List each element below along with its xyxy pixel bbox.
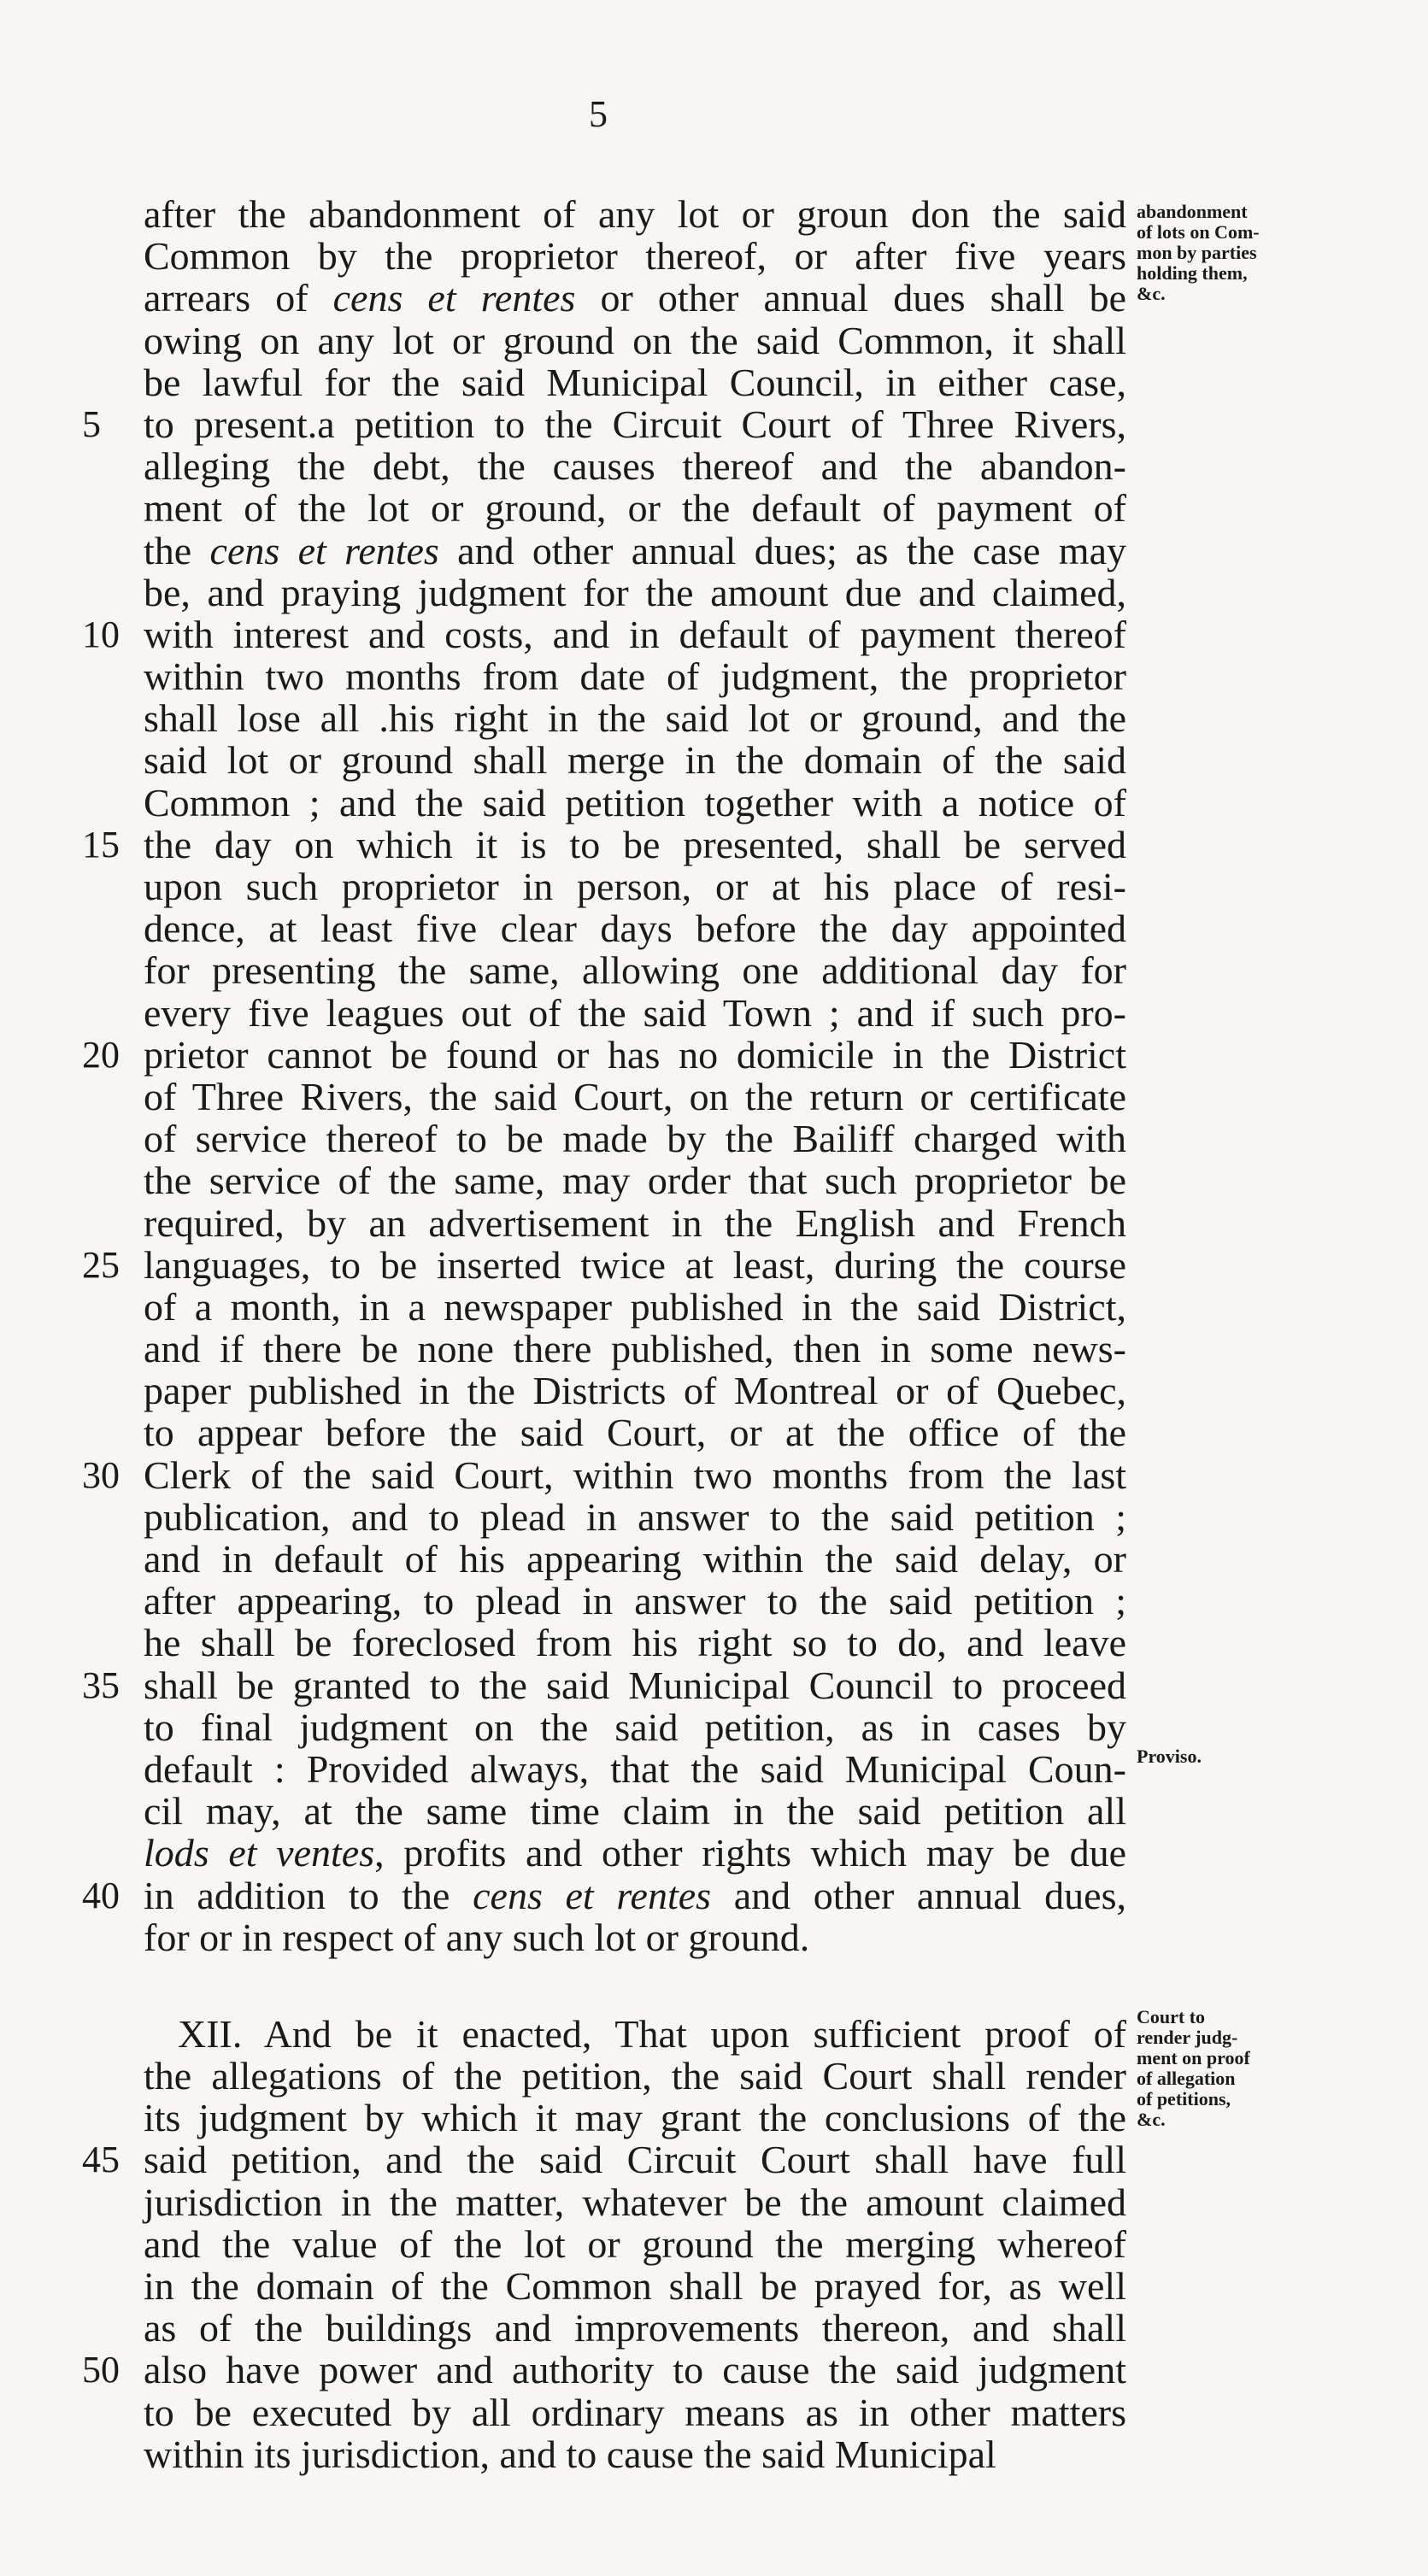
margin-note-line: holding them,	[1137, 262, 1248, 284]
text-line	[144, 1411, 1126, 1453]
text-line-content: the service of the same, may order that such proprietor be	[144, 1159, 1126, 1203]
line-number: 25	[82, 1243, 120, 1286]
text-line-content: and the value of the lot or ground the merging whereof	[144, 2221, 1126, 2266]
text-line	[144, 1159, 1126, 1201]
text-line	[144, 697, 1126, 739]
margin-note-abandonment	[1137, 202, 1316, 304]
text-line-content: and if there be none there published, then in some news-	[144, 1327, 1126, 1371]
body-text	[82, 192, 1127, 2476]
text-line-content: and in default of his appearing within the said delay, or	[144, 1537, 1126, 1581]
text-line-content: paper published in the Districts of Montreal or of Quebec,	[144, 1369, 1126, 1413]
text-line-content: owing on any lot or ground on the said Common, it shall	[144, 318, 1126, 362]
text-line	[82, 1242, 1126, 1287]
text-line	[144, 277, 1126, 319]
text-line-content: as of the buildings and improvements thereon, and shall	[144, 2306, 1126, 2350]
line-number: 20	[82, 1033, 120, 1076]
text-line-content: after appearing, to plead in answer to the said petition ;	[144, 1579, 1126, 1623]
text-line	[144, 2433, 1126, 2475]
text-line	[144, 1118, 1126, 1159]
text-line	[82, 822, 1126, 866]
text-line	[144, 1202, 1126, 1244]
text-line-content: its judgment by which it may grant the conclusions of the	[144, 2096, 1126, 2140]
margin-note-line: Proviso.	[1137, 1746, 1202, 1767]
text-line	[144, 530, 1126, 572]
text-line-content: within two months from date of judgment, the proprietor	[144, 654, 1126, 699]
line-number: 35	[82, 1664, 120, 1706]
text-line	[144, 445, 1126, 487]
text-line	[144, 1328, 1126, 1370]
text-line-content: within its jurisdiction, and to cause the said Municipal	[144, 2432, 996, 2476]
text-line	[144, 2265, 1126, 2307]
text-line-content: upon such proprietor in person, or at his place of resi-	[144, 865, 1126, 908]
text-line	[82, 1452, 1126, 1497]
margin-note-line: mon by parties	[1137, 242, 1257, 263]
line-number: 30	[82, 1453, 120, 1496]
text-line	[144, 992, 1126, 1034]
margin-note-line: of lots on Com-	[1137, 221, 1260, 243]
line-number: 45	[82, 2139, 120, 2181]
text-line-content: to final judgment on the said petition, as in cases by	[144, 1705, 1126, 1749]
text-line	[144, 949, 1126, 991]
text-line-content: lods et ventes, profits and other rights which may be due	[144, 1831, 1127, 1875]
text-line	[144, 1916, 1126, 1958]
text-line-content: of Three Rivers, the said Court, on the return or certificate	[144, 1074, 1126, 1118]
margin-note-line: &c.	[1137, 2109, 1166, 2130]
margin-note-line: abandonment	[1137, 201, 1248, 222]
line-number: 40	[82, 1874, 120, 1916]
text-line-content: Clerk of the said Court, within two months from the last	[144, 1452, 1126, 1497]
text-line-content: default : Provided always, that the said Municipal Coun-	[144, 1746, 1126, 1791]
text-line	[144, 1832, 1126, 1874]
text-line	[82, 1032, 1126, 1077]
text-line	[144, 2181, 1126, 2223]
text-line-content: also have power and authority to cause the said judgment	[144, 2348, 1126, 2392]
text-line	[144, 1748, 1126, 1790]
line-number: 5	[82, 402, 101, 445]
text-line-content: every five leagues out of the said Town ; and if such pro-	[144, 990, 1126, 1035]
text-line-content: he shall be foreclosed from his right so to do, and leave	[144, 1621, 1126, 1665]
margin-note-court	[1137, 2007, 1316, 2130]
text-line-content: in the domain of the Common shall be prayed for, as well	[144, 2264, 1126, 2308]
text-line-content: arrears of cens et rentes or other annual dues shall be	[144, 276, 1126, 320]
text-line	[144, 1790, 1126, 1832]
text-line	[144, 361, 1126, 403]
text-line-content: be, and praying judgment for the amount due and claimed,	[144, 570, 1126, 614]
text-line-content: of a month, in a newspaper published in the said District,	[144, 1284, 1126, 1329]
text-line-content: for or in respect of any such lot or ground.	[144, 1915, 810, 1959]
margin-note-line: ment on proof	[1137, 2047, 1250, 2068]
text-line-content: to be executed by all ordinary means as in other matters	[144, 2390, 1126, 2434]
text-line-content: in addition to the cens et rentes and other annual dues,	[144, 1873, 1126, 1917]
margin-note-line: of allegation	[1137, 2068, 1236, 2089]
text-line-content: required, by an advertisement in the English and French	[144, 1200, 1126, 1245]
text-line	[144, 2391, 1126, 2433]
margin-note-line: render judg-	[1137, 2027, 1238, 2048]
text-line	[82, 2138, 1126, 2182]
text-line-content: of service thereof to be made by the Bailiff charged with	[144, 1117, 1126, 1161]
text-line-content: said lot or ground shall merge in the domain of the said	[144, 738, 1126, 783]
text-line	[82, 402, 1126, 446]
margin-note-line: of petitions,	[1137, 2088, 1231, 2110]
text-line-content: Common by the proprietor thereof, or after five years	[144, 234, 1126, 279]
text-line	[144, 2055, 1126, 2097]
text-line-content: publication, and to plead in answer to the said petition ;	[144, 1494, 1126, 1539]
text-line-content: languages, to be inserted twice at least, during the course	[144, 1242, 1126, 1287]
text-line	[144, 1370, 1126, 1411]
text-line-content: with interest and costs, and in default of payment thereof	[144, 612, 1126, 656]
text-line-content: said petition, and the said Circuit Court shall have full	[144, 2138, 1126, 2182]
text-line	[82, 2348, 1126, 2392]
text-line	[144, 1286, 1126, 1328]
text-line	[144, 1538, 1126, 1580]
text-line	[144, 320, 1126, 361]
text-line-content: to present.a petition to the Circuit Court of Three Rivers,	[144, 402, 1126, 446]
margin-note-line: &c.	[1137, 283, 1166, 304]
text-line-content: alleging the debt, the causes thereof and the abandon-	[144, 444, 1126, 489]
text-line-content: Common ; and the said petition together with a notice of	[144, 780, 1126, 824]
text-line	[144, 907, 1126, 949]
text-line-content: be lawful for the said Municipal Council, in either case,	[144, 360, 1126, 404]
text-line	[144, 235, 1126, 277]
text-line-content: jurisdiction in the matter, whatever be the amount claimed	[144, 2180, 1126, 2224]
text-line	[82, 612, 1126, 656]
text-line	[144, 572, 1126, 613]
text-line	[144, 1496, 1126, 1538]
text-line	[144, 1580, 1126, 1622]
text-line	[144, 782, 1126, 824]
text-line	[144, 1622, 1126, 1664]
line-number: 10	[82, 613, 120, 655]
text-line	[144, 866, 1126, 907]
text-line-content: the day on which it is to be presented, shall be served	[144, 822, 1126, 866]
margin-note-proviso	[1137, 1746, 1316, 1767]
text-line	[82, 1663, 1126, 1707]
text-line	[144, 1076, 1126, 1118]
text-line-content: the allegations of the petition, the said Court shall render	[144, 2054, 1126, 2098]
text-line	[144, 487, 1126, 529]
text-line-content: to appear before the said Court, or at the office of the	[144, 1411, 1126, 1455]
text-line-content: the cens et rentes and other annual dues; as the case may	[144, 528, 1126, 572]
text-line	[144, 2097, 1126, 2139]
page-number: 5	[589, 93, 608, 135]
text-line	[144, 655, 1126, 697]
line-number: 15	[82, 823, 120, 866]
text-line	[144, 2307, 1126, 2349]
text-line-content: for presenting the same, allowing one additional day for	[144, 948, 1126, 993]
text-line	[144, 2223, 1126, 2265]
text-line	[144, 739, 1126, 781]
text-line	[144, 193, 1126, 235]
text-line-content: dence, at least five clear days before the day appointed	[144, 907, 1126, 951]
text-line-content: ment of the lot or ground, or the default of payment of	[144, 486, 1126, 531]
text-line-content: shall lose all .his right in the said lot or ground, and the	[144, 696, 1126, 741]
text-line-content: cil may, at the same time claim in the said petition all	[144, 1789, 1126, 1834]
text-line-content: prietor cannot be found or has no domicile in the District	[144, 1032, 1126, 1077]
margin-note-line: Court to	[1137, 2006, 1206, 2027]
text-line	[144, 1706, 1126, 1748]
line-number: 50	[82, 2349, 120, 2391]
text-line-content: after the abandonment of any lot or groun don the said	[144, 192, 1126, 236]
text-line-content: shall be granted to the said Municipal Council to proceed	[144, 1663, 1126, 1707]
text-line	[82, 1873, 1126, 1917]
text-line	[144, 2013, 1126, 2055]
text-line-content: XII. And be it enacted, That upon sufficient proof of	[178, 2011, 1126, 2056]
